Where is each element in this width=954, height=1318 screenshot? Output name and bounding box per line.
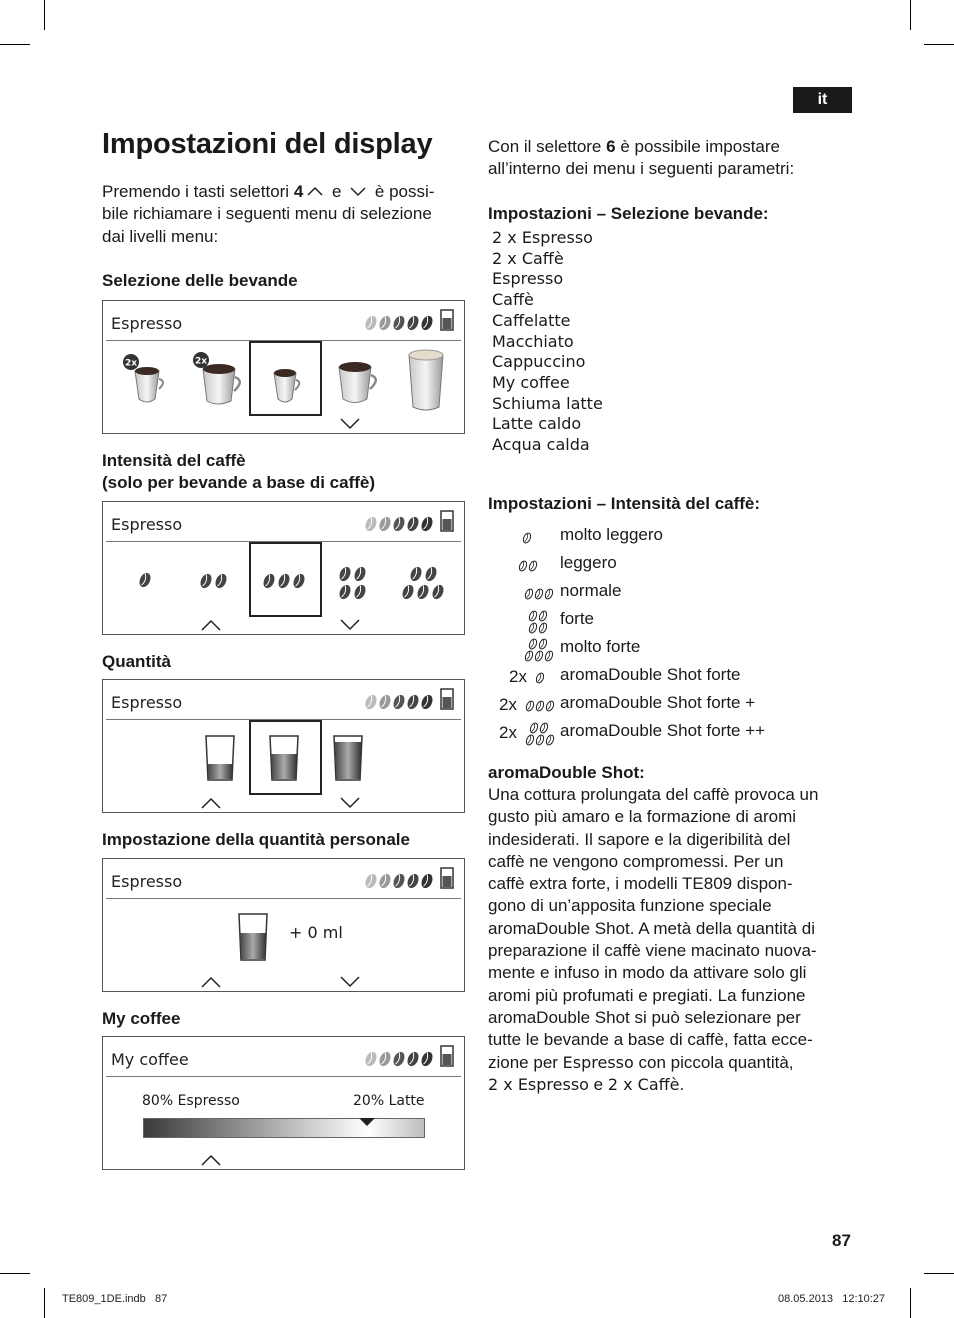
beans-level-icon (524, 580, 556, 606)
beans-level-icon (535, 664, 547, 690)
crop-mark (0, 1273, 30, 1274)
personal-quantity-value: + 0 ml (289, 923, 343, 942)
section-heading-intensity: Intensità del caffè (solo per bevande a base di caffè) (102, 451, 376, 492)
chevron-up-icon[interactable] (200, 1153, 222, 1167)
glass-small-icon (206, 736, 234, 780)
drink-item: 2 x Caffè (492, 248, 564, 268)
ads-line: tutte le bevande a base di caffè, fatta ecce- (488, 1030, 813, 1050)
mix-label-espresso: 80% Espresso (142, 1093, 240, 1109)
cup-indicator-icon (439, 1044, 455, 1068)
intensity-label: leggero (560, 553, 617, 572)
beans-indicator-icon (364, 871, 436, 891)
ads-line: caffè extra forte, i modelli TE809 dispon- (488, 874, 793, 894)
display-panel-personal (102, 858, 465, 992)
right-intro: Con il selettore 6 è possibile impostare all’interno dei menu i seguenti parametri: (488, 137, 795, 179)
language-tab: it (793, 87, 852, 113)
chevron-up-icon (306, 185, 324, 197)
cup-indicator-icon (439, 687, 455, 711)
intensity-label: normale (560, 581, 622, 600)
double-shot-prefix: 2x (509, 667, 527, 686)
drinks-settings-heading: Impostazioni – Selezione bevande: (488, 204, 769, 223)
drink-item: Macchiato (492, 331, 574, 351)
ads-line: aromaDouble Shot si può selezionare per (488, 1007, 801, 1027)
section-heading-drinks: Selezione delle bevande (102, 271, 298, 290)
beans-level-icon (525, 692, 557, 718)
beans-indicator-icon (364, 514, 436, 534)
beans-indicator-icon (364, 313, 436, 333)
chevron-down-icon[interactable] (339, 796, 361, 810)
cup-2x-coffee-icon (193, 352, 240, 404)
chevron-up-icon[interactable] (200, 975, 222, 989)
crop-mark (44, 0, 45, 30)
drink-item: Espresso (492, 269, 564, 289)
drink-item: Caffelatte (492, 310, 571, 330)
panel-title: Espresso (111, 693, 183, 712)
drink-item: Caffè (492, 290, 534, 310)
page-title: Impostazioni del display (102, 128, 433, 160)
cup-indicator-icon (439, 866, 455, 890)
svg-text:2x: 2x (124, 358, 138, 369)
drink-item: Schiuma latte (492, 393, 603, 413)
ads-line: aromaDouble Shot. A metà della quantità di (488, 918, 815, 938)
chevron-down-icon (349, 185, 367, 197)
beans-level-icon (524, 636, 556, 662)
beans-level-icon (522, 524, 534, 550)
ads-paragraph (488, 784, 858, 1096)
cup-2x-espresso-icon (123, 354, 163, 402)
cup-indicator-icon (439, 509, 455, 533)
panel-title: Espresso (111, 872, 183, 891)
crop-mark (924, 44, 954, 45)
ads-line: gono di un’apposita funzione speciale (488, 896, 772, 916)
ads-line: 2 x Espresso e 2 x Caffè. (488, 1074, 685, 1094)
drink-item: Cappuccino (492, 352, 586, 372)
ads-line: aromi più profumati e pregiati. La funzione (488, 985, 806, 1005)
intensity-settings-heading: Impostazioni – Intensità del caffè: (488, 494, 761, 513)
quantity-levels (103, 720, 464, 792)
cup-indicator-icon (439, 308, 455, 332)
section-heading-mycoffee: My coffee (102, 1009, 181, 1028)
cup-espresso-icon (274, 369, 299, 402)
glass-large-icon (334, 736, 362, 780)
intensity-levels (103, 542, 464, 614)
cup-caffelatte-icon (409, 350, 443, 410)
ads-line: mente e infuso in modo da attivare solo gli (488, 963, 807, 983)
beans-level-icon (524, 608, 550, 634)
footer-date: 08.05.2013 12:10:27 (778, 1293, 886, 1305)
intensity-label: aromaDouble Shot forte (560, 665, 741, 684)
double-shot-prefix: 2x (499, 695, 517, 714)
drink-item: My coffee (492, 372, 570, 392)
double-shot-prefix: 2x (499, 723, 517, 742)
slider-marker-icon[interactable] (358, 1117, 376, 1127)
drink-item: Latte caldo (492, 414, 582, 434)
footer-file: TE809_1DE.indb 87 (62, 1293, 168, 1305)
intro-text: Premendo i tasti selettori 4 e è possi- bile richiamare i seguenti menu di selezione dai livelli menu: (102, 182, 435, 246)
glass-medium-icon (270, 736, 298, 780)
drink-cups (117, 349, 453, 419)
ads-heading: aromaDouble Shot: (488, 763, 645, 782)
panel-title: Espresso (111, 314, 183, 333)
drinks-list (492, 228, 603, 456)
beans-level-icon (518, 552, 540, 578)
drink-item: Acqua calda (492, 435, 590, 455)
section-heading-quantity: Quantità (102, 652, 171, 671)
mix-ratio-slider[interactable] (143, 1118, 425, 1138)
beans-level-icon (525, 720, 557, 746)
ads-line: caffè ne vengono compromessi. Per un (488, 851, 784, 871)
intensity-label: aromaDouble Shot forte + (560, 693, 756, 712)
crop-mark (910, 1288, 911, 1318)
intensity-label: aromaDouble Shot forte ++ (560, 721, 766, 740)
display-panel-drinks (102, 300, 465, 434)
glass-medium-icon (233, 911, 273, 963)
beans-indicator-icon (364, 692, 436, 712)
mix-label-milk: 20% Latte (353, 1093, 425, 1109)
panel-title: My coffee (111, 1050, 189, 1069)
crop-mark (0, 44, 30, 45)
divider (106, 1076, 461, 1077)
display-panel-quantity (102, 679, 465, 813)
chevron-up-icon[interactable] (200, 618, 222, 632)
divider (106, 898, 461, 899)
ads-line: gusto più amaro e la formazione di aromi (488, 807, 797, 827)
page-number: 87 (832, 1231, 851, 1250)
cup-coffee-icon (339, 362, 376, 403)
chevron-up-icon[interactable] (200, 796, 222, 810)
ads-line: preparazione il caffè viene macinato nuova- (488, 941, 817, 961)
drink-item: 2 x Espresso (492, 228, 593, 247)
chevron-down-icon[interactable] (339, 417, 361, 431)
ads-line: Una cottura prolungata del caffè provoca un (488, 785, 819, 804)
ads-line: zione per Espresso con piccola quantità, (488, 1052, 794, 1072)
beans-indicator-icon (364, 1049, 436, 1069)
chevron-down-icon[interactable] (339, 618, 361, 632)
panel-title: Espresso (111, 515, 183, 534)
ads-line: indesiderati. Il sapore e la digeribilità del (488, 829, 791, 849)
section-heading-personal: Impostazione della quantità personale (102, 830, 410, 849)
intensity-label: molto leggero (560, 525, 664, 544)
crop-mark (44, 1288, 45, 1318)
intensity-label: molto forte (560, 637, 641, 656)
svg-text:2x: 2x (194, 356, 208, 367)
display-panel-intensity (102, 501, 465, 635)
display-panel-mycoffee (102, 1036, 465, 1170)
crop-mark (924, 1273, 954, 1274)
intensity-label: forte (560, 609, 595, 628)
crop-mark (910, 0, 911, 30)
chevron-down-icon[interactable] (339, 975, 361, 989)
